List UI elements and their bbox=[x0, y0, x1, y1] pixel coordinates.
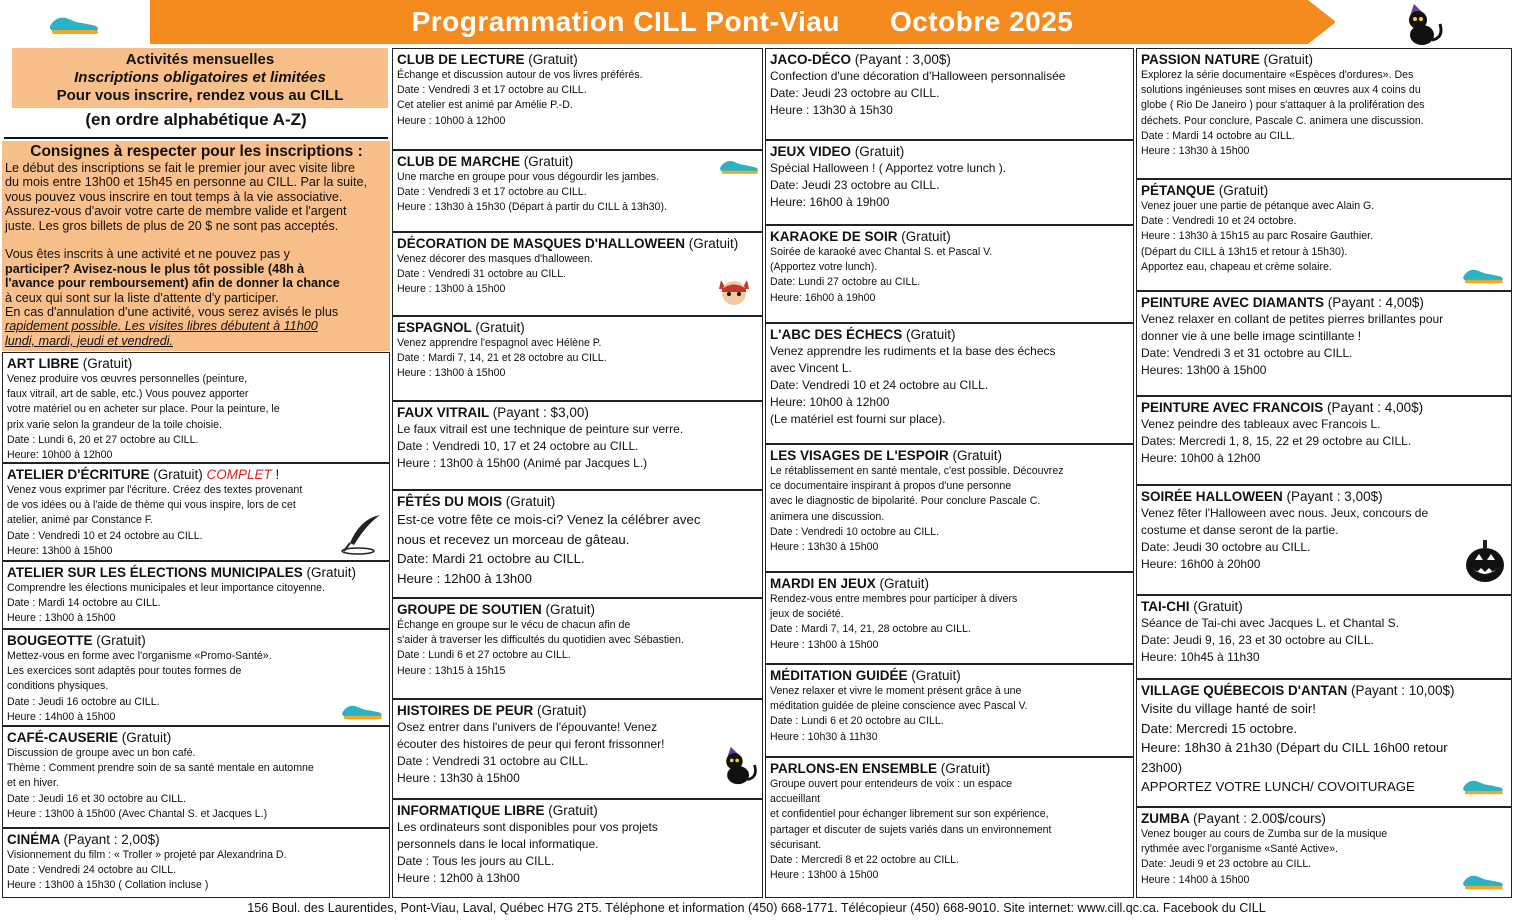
activity-fetes-du-mois bbox=[392, 490, 763, 598]
running-shoe-icon bbox=[1460, 870, 1506, 892]
activity-name: ATELIER D'ÉCRITURE bbox=[7, 467, 150, 482]
activity-title bbox=[7, 355, 385, 372]
activity-detail-line: Date : Tous les jours au CILL. bbox=[397, 854, 555, 868]
activity-name: JACO-DÉCO bbox=[770, 52, 852, 67]
header-line1: Activités mensuelles bbox=[125, 51, 275, 68]
activity-detail-line: Heure: 16h00 à 20h00 bbox=[1141, 557, 1261, 571]
activity-price: (Gratuit) bbox=[121, 730, 172, 745]
activity-name: LES VISAGES DE L'ESPOIR bbox=[770, 448, 949, 463]
activity-detail-line: Date : Vendredi 10 et 24 octobre. bbox=[1141, 215, 1297, 228]
activity-detail-line: Groupe ouvert pour entendeurs de voix : un espace bbox=[770, 778, 1013, 790]
activity-title bbox=[1141, 810, 1507, 827]
activity-peinture-francois bbox=[1136, 396, 1512, 485]
activity-name: HISTOIRES DE PEUR bbox=[397, 703, 534, 718]
activity-detail-line: Date : Mardi 7, 14, 21, 28 octobre au CILL. bbox=[770, 623, 971, 636]
activity-price: (Gratuit) bbox=[475, 320, 525, 335]
activity-detail-line: Heure: 10h00 à 12h00 bbox=[770, 395, 890, 409]
activity-price: (Payant : 2.00$/cours) bbox=[1193, 811, 1326, 826]
activity-price: (Gratuit) bbox=[528, 52, 578, 67]
black-cat-icon bbox=[1400, 2, 1446, 46]
activity-price: (Gratuit) bbox=[879, 576, 930, 591]
activity-detail-line: Date : Lundi 6 et 20 octobre au CILL. bbox=[770, 715, 944, 728]
activity-price: (Gratuit) bbox=[545, 602, 596, 617]
activity-detail-line: Explorez la série documentaire «Espèces d'ordures». Des bbox=[1141, 69, 1414, 81]
activity-detail-line: Date: Mercredi 15 octobre. bbox=[1141, 720, 1298, 736]
activity-informatique-libre bbox=[392, 799, 763, 898]
activity-detail-line: jeux de société. bbox=[770, 608, 844, 621]
activity-title bbox=[7, 564, 385, 581]
activity-name: SOIRÉE HALLOWEEN bbox=[1141, 489, 1283, 504]
activity-name: BOUGEOTTE bbox=[7, 633, 93, 648]
activity-detail-line: Comprendre les élections municipales et leur importance citoyenne. bbox=[7, 582, 325, 594]
activity-detail-line: Heure: 10h00 à 12h00 bbox=[7, 449, 113, 462]
activity-faux-vitrail bbox=[392, 401, 763, 490]
activity-title bbox=[397, 493, 758, 510]
activity-detail-line: globe ( Rio De Janeiro ) pour s'attaquer à la prolifération des bbox=[1141, 99, 1425, 112]
activity-detail-line: personnels dans le local informatique. bbox=[397, 837, 599, 851]
activity-detail-line: Date : Vendredi 10, 17 et 24 octobre au CILL. bbox=[397, 439, 639, 453]
activity-detail-line: s'aider à traverser les difficultés du quotidien avec Sébastien. bbox=[397, 634, 684, 647]
activity-title bbox=[770, 575, 1129, 592]
activity-title bbox=[7, 831, 385, 848]
activity-title bbox=[397, 601, 758, 618]
activity-detail-line: Une marche en groupe pour vous dégourdir les jambes. bbox=[397, 171, 660, 183]
running-shoe-icon bbox=[717, 156, 761, 176]
activity-title bbox=[7, 466, 385, 483]
activity-price: (Gratuit) bbox=[306, 565, 357, 580]
activity-detail-line: Heure : 13h30 à 15h00 bbox=[1141, 145, 1250, 158]
activity-detail-line: Est-ce votre fête ce mois-ci? Venez la célébrer avec bbox=[397, 512, 701, 527]
activity-price: (Gratuit) bbox=[523, 154, 574, 169]
activity-detail-line: Heure : 13h00 à 15h00 (Animé par Jacques L.) bbox=[397, 456, 648, 470]
activity-name: FAUX VITRAIL bbox=[397, 405, 490, 420]
activity-name: ZUMBA bbox=[1141, 811, 1190, 826]
activity-detail-line: avec Vincent L. bbox=[770, 361, 852, 375]
activity-price: (Payant : 4,00$) bbox=[1327, 295, 1424, 310]
activity-detail-line: déchets. Pour conclure, Pascale C. animera une discussion. bbox=[1141, 114, 1424, 127]
activity-detail-line: Rendez-vous entre membres pour participer à divers bbox=[770, 593, 1018, 605]
activity-detail-line: écouter des histoires de peur qui feront frissonner! bbox=[397, 737, 665, 751]
activity-soiree-halloween bbox=[1136, 485, 1512, 595]
running-shoe-icon bbox=[339, 700, 385, 722]
activity-name: CLUB DE MARCHE bbox=[397, 154, 520, 169]
activity-village-quebecois bbox=[1136, 679, 1512, 807]
activity-name: JEUX VIDEO bbox=[770, 144, 852, 159]
activity-title bbox=[770, 143, 1129, 160]
activity-name: PASSION NATURE bbox=[1141, 52, 1260, 67]
activity-detail-line: Le faux vitrail est une technique de peinture sur verre. bbox=[397, 422, 684, 436]
activity-detail-line: Confection d'une décoration d'Halloween personnalisée bbox=[770, 69, 1066, 83]
activity-title bbox=[770, 326, 1129, 343]
rules-line: En cas d'annulation d'une activité, vous serez avisés le plus bbox=[5, 305, 339, 320]
activity-price: (Gratuit) bbox=[505, 494, 556, 509]
header-line2: Inscriptions obligatoires et limitées bbox=[74, 69, 326, 86]
activity-detail-line: Heure : 12h00 à 13h00 bbox=[397, 871, 520, 885]
activity-passion-nature bbox=[1136, 48, 1512, 179]
activity-detail-line: Heure : 13h00 à 15h00 bbox=[7, 612, 116, 625]
rules-title: Consignes à respecter pour les inscriptions : bbox=[30, 143, 363, 160]
activity-atelier-ecriture bbox=[2, 463, 390, 561]
activity-detail-line: partager et discuter de sujets variés dans un environnement bbox=[770, 823, 1052, 836]
activity-detail-line: Heure : 13h00 à 15h30 ( Collation incluse ) bbox=[7, 879, 209, 892]
activity-detail-line: Date : Mardi 14 octobre au CILL. bbox=[7, 597, 161, 610]
activity-detail-line: costume et danse seront de la partie. bbox=[1141, 523, 1339, 537]
rules-line: à ceux qui sont sur la liste d'attente d'y participer. bbox=[5, 290, 279, 305]
activity-detail-line: Heure: 10h45 à 11h30 bbox=[1141, 650, 1260, 664]
activity-title bbox=[397, 802, 758, 819]
activity-detail-line: (Apportez votre lunch). bbox=[770, 261, 878, 274]
activity-detail-line: Heure : 13h00 à 15h00 bbox=[397, 367, 506, 380]
activity-masques-halloween bbox=[392, 232, 763, 316]
activity-title bbox=[397, 235, 758, 252]
running-shoe-icon bbox=[1460, 775, 1506, 797]
activity-detail-line: Heure : 14h00 à 15h00 bbox=[7, 710, 116, 723]
exclamation: ! bbox=[271, 467, 280, 482]
activity-title bbox=[770, 228, 1129, 245]
activity-detail-line: Date: Vendredi 10 et 24 octobre au CILL. bbox=[770, 378, 989, 392]
rules-line: Le début des inscriptions se fait le premier jour avec visite libre bbox=[5, 161, 355, 175]
activity-mardi-en-jeux bbox=[765, 572, 1134, 664]
rules-line: juste. Les gros billets de plus de 20 $ ne sont pas acceptés. bbox=[5, 218, 339, 233]
activity-detail-line: (Départ du CILL à 13h15 et retour à 15h30). bbox=[1141, 245, 1348, 258]
activity-detail-line: Date : Vendredi 3 et 17 octobre au CILL. bbox=[397, 186, 587, 199]
header-line3: Pour vous inscrire, rendez vous au CILL bbox=[56, 87, 344, 104]
activity-detail-line: Visionnement du film : « Troller » projeté par Alexandrina D. bbox=[7, 849, 287, 861]
activity-detail-line: Heure : 10h00 à 12h00 bbox=[397, 114, 506, 127]
activity-name: L'ABC DES ÉCHECS bbox=[770, 327, 903, 342]
activity-detail-line: Venez décorer des masques d'halloween. bbox=[397, 253, 593, 265]
activity-detail-line: Venez fêter l'Halloween avec nous. Jeux, concours de bbox=[1141, 506, 1429, 520]
activity-detail-line: Séance de Tai-chi avec Jacques L. et Chantal S. bbox=[1141, 616, 1399, 630]
activity-price: (Gratuit) bbox=[952, 448, 1003, 463]
rules-line: lundi, mardi, jeudi et vendredi. bbox=[5, 333, 174, 348]
activity-title bbox=[397, 702, 758, 719]
activity-detail-line: APPORTEZ VOTRE LUNCH/ COVOITURAGE bbox=[1141, 779, 1415, 794]
activity-detail-line: avec le diagnostic de bipolarité. Pour conclure Pascale C. bbox=[770, 495, 1041, 508]
activity-detail-line: Date : Vendredi 10 et 24 octobre au CILL. bbox=[7, 529, 203, 542]
activity-club-marche bbox=[392, 150, 763, 232]
activity-karaoke bbox=[765, 225, 1134, 323]
activity-detail-line: nous et recevez un morceau de gâteau. bbox=[397, 531, 630, 547]
activity-detail-line: Date : Mercredi 8 et 22 octobre au CILL. bbox=[770, 854, 960, 867]
activity-title bbox=[770, 51, 1129, 68]
activity-name: ESPAGNOL bbox=[397, 320, 472, 335]
activity-detail-line: Date : Lundi 6, 20 et 27 octobre au CILL. bbox=[7, 433, 199, 446]
activity-detail-line: Heures: 13h00 à 15h00 bbox=[1141, 363, 1267, 377]
activity-name: INFORMATIQUE LIBRE bbox=[397, 803, 545, 818]
activity-name: MÉDITATION GUIDÉE bbox=[770, 668, 908, 683]
activity-detail-line: faux vitrail, art de sable, etc.) Vous pouvez apporter bbox=[7, 388, 249, 401]
quill-icon bbox=[336, 513, 386, 555]
activity-price: (Payant : 4,00$) bbox=[1327, 400, 1424, 415]
activity-name: PEINTURE AVEC DIAMANTS bbox=[1141, 295, 1325, 310]
activity-detail-line: Date : Vendredi 10 octobre au CILL. bbox=[770, 525, 940, 538]
activity-title bbox=[397, 153, 758, 170]
running-shoe-icon bbox=[1460, 264, 1506, 286]
activity-name: PARLONS-EN ENSEMBLE bbox=[770, 761, 938, 776]
activity-parlons-en-ensemble bbox=[765, 757, 1134, 898]
rules-line: participer? Avisez-nous le plus tôt possible (48h à bbox=[5, 261, 305, 276]
activity-title bbox=[1141, 399, 1507, 416]
activity-detail-line: conditions physiques. bbox=[7, 680, 109, 693]
activity-title bbox=[1141, 294, 1507, 311]
activity-detail-line: Date : Mardi 7, 14, 21 et 28 octobre au CILL. bbox=[397, 352, 607, 365]
activity-detail-line: Date: Jeudi 23 octobre au CILL. bbox=[770, 178, 940, 192]
activity-detail-line: Venez relaxer en collant de petites pierres brillantes pour bbox=[1141, 312, 1444, 326]
column-1 bbox=[2, 46, 390, 900]
activity-detail-line: Venez jouer une partie de pétanque avec Alain G. bbox=[1141, 200, 1375, 212]
activity-detail-line: Heure : 13h00 à 15h00 bbox=[397, 283, 506, 296]
activity-bougeotte bbox=[2, 629, 390, 726]
activity-art-libre bbox=[2, 352, 390, 463]
activity-price: (Gratuit) bbox=[82, 356, 133, 371]
activity-histoires-peur bbox=[392, 699, 763, 799]
activity-detail-line: ce documentaire inspirant à propos d'une personne bbox=[770, 480, 1012, 493]
alphabetical-note: (en ordre alphabétique A-Z) bbox=[85, 110, 307, 129]
activity-cafe-causerie bbox=[2, 726, 390, 828]
activity-detail-line: Spécial Halloween ! ( Apportez votre lunch ). bbox=[770, 161, 1007, 175]
activity-detail-line: et confidentiel pour échanger librement sur son expérience, bbox=[770, 808, 1049, 821]
column-4 bbox=[1136, 46, 1512, 900]
activity-detail-line: Thème : Comment prendre soin de sa santé mentale en automne bbox=[7, 762, 314, 775]
activity-price: (Gratuit) bbox=[153, 467, 203, 482]
activity-detail-line: Heure : 13h30 à 15h30 bbox=[770, 103, 893, 117]
activity-zumba bbox=[1136, 807, 1512, 898]
activity-detail-line: Date: Jeudi 9, 16, 23 et 30 octobre au CILL. bbox=[1141, 633, 1374, 647]
activity-detail-line: Date : Vendredi 31 octobre au CILL. bbox=[397, 268, 567, 281]
activity-detail-line: Heure: 10h00 à 12h00 bbox=[1141, 451, 1261, 465]
activity-detail-line: Heure: 13h00 à 15h00 bbox=[7, 544, 113, 557]
activity-price: (Payant : 3,00$) bbox=[854, 52, 951, 67]
activity-name: DÉCORATION DE MASQUES D'HALLOWEEN bbox=[397, 236, 685, 251]
activity-jeux-video bbox=[765, 140, 1134, 225]
activity-name: VILLAGE QUÉBECOIS D'ANTAN bbox=[1141, 683, 1348, 698]
activity-name: PÉTANQUE bbox=[1141, 183, 1216, 198]
activity-detail-line: Venez apprendre les rudiments et la base des échecs bbox=[770, 344, 1056, 358]
activity-detail-line: animera une discussion. bbox=[770, 510, 885, 523]
activity-title bbox=[770, 447, 1129, 464]
rules-line: l'avance pour remboursement) afin de donner la chance bbox=[5, 276, 340, 291]
activity-detail-line: accueillant bbox=[770, 793, 821, 806]
activity-title bbox=[770, 667, 1129, 684]
activity-title bbox=[397, 319, 758, 336]
jack-o-lantern-icon bbox=[1464, 538, 1506, 584]
activity-title bbox=[397, 51, 758, 68]
activity-detail-line: et en hiver. bbox=[7, 777, 59, 790]
column-2 bbox=[392, 46, 763, 900]
rules-line bbox=[5, 233, 388, 247]
activity-price: (Gratuit) bbox=[548, 803, 598, 818]
activity-detail-line: Les ordinateurs sont disponibles pour vos projets bbox=[397, 820, 658, 834]
activity-detail-line: Soirée de karaoké avec Chantal S. et Pascal V. bbox=[770, 246, 993, 258]
activity-price: (Gratuit) bbox=[901, 229, 951, 244]
activity-title bbox=[1141, 51, 1507, 68]
rules-line: Assurez-vous d'avoir votre carte de membre valide et l'argent bbox=[5, 204, 347, 219]
activity-title bbox=[7, 729, 385, 746]
activity-detail-line: (Le matériel est fourni sur place). bbox=[770, 412, 946, 426]
activity-detail-line: Date : Mardi 14 octobre au CILL. bbox=[1141, 129, 1295, 142]
activity-detail-line: prix varie selon la grandeur de la toile choisie. bbox=[7, 418, 222, 431]
activity-name: KARAOKE DE SOIR bbox=[770, 229, 898, 244]
activity-detail-line: Cet atelier est animé par Amélie P.-D. bbox=[397, 99, 573, 112]
activity-detail-line: Date: Jeudi 23 octobre au CILL. bbox=[770, 86, 940, 100]
activity-detail-line: Heure : 12h00 à 13h00 bbox=[397, 570, 532, 586]
page-title: Programmation CILL Pont-Viau bbox=[411, 6, 840, 37]
devil-mask-icon bbox=[717, 276, 751, 306]
rules-line: vous pouvez vous inscrire en tout temps à la vie associative. bbox=[5, 189, 343, 204]
activity-price: (Payant : 3,00$) bbox=[1286, 489, 1383, 504]
activity-detail-line: Date : Jeudi 16 octobre au CILL. bbox=[7, 695, 160, 708]
activity-detail-line: Heure : 10h30 à 11h30 bbox=[770, 730, 878, 743]
activity-price: (Gratuit) bbox=[854, 144, 905, 159]
activity-detail-line: Date: Jeudi 9 et 23 octobre au CILL. bbox=[1141, 858, 1312, 871]
activity-name: CLUB DE LECTURE bbox=[397, 52, 525, 67]
activity-detail-line: Date : Lundi 6 et 27 octobre au CILL. bbox=[397, 649, 571, 662]
activity-detail-line: Heure : 13h30 à 15h30 (Départ à partir du CILL à 13h30). bbox=[397, 201, 667, 214]
complet-badge: COMPLET bbox=[206, 467, 272, 482]
activity-elections-municipales bbox=[2, 561, 390, 629]
rules-line: du mois entre 13h00 et 15h45 en personne au CILL. Par la suite, bbox=[5, 175, 367, 190]
activity-detail-line: Dates: Mercredi 1, 8, 15, 22 et 29 octobre au CILL. bbox=[1141, 434, 1412, 448]
activity-price: (Gratuit) bbox=[688, 236, 739, 251]
activity-club-lecture bbox=[392, 48, 763, 150]
activity-detail-line: Visite du village hanté de soir! bbox=[1141, 701, 1316, 716]
activity-detail-line: atelier, animé par Constance F. bbox=[7, 514, 154, 527]
activity-detail-line: Heure : 13h15 à 15h15 bbox=[397, 664, 506, 677]
activity-cinema bbox=[2, 828, 390, 898]
activity-detail-line: Heure: 16h00 à 19h00 bbox=[770, 195, 890, 209]
rules-line: rapidement possible. Les visites libres débutent à 11h00 bbox=[5, 319, 318, 334]
activity-price: (Gratuit) bbox=[537, 703, 587, 718]
activity-detail-line: Heure : 14h00 à 15h00 bbox=[1141, 873, 1250, 886]
activity-detail-line: Heure : 13h30 à 15h00 bbox=[397, 771, 520, 785]
activity-price: (Gratuit) bbox=[906, 327, 956, 342]
activity-detail-line: Venez produire vos œuvres personnelles (peinture, bbox=[7, 373, 248, 385]
activity-detail-line: Heure : 13h30 à 15h15 au parc Rosaire Gauthier. bbox=[1141, 230, 1374, 243]
activity-detail-line: Date: Lundi 27 octobre au CILL. bbox=[770, 276, 921, 289]
activity-detail-line: Date : Vendredi 3 et 17 octobre au CILL. bbox=[397, 84, 587, 97]
activity-detail-line: Venez relaxer et vivre le moment présent grâce à une bbox=[770, 685, 1022, 697]
activity-detail-line: Date: Mardi 21 octobre au CILL. bbox=[397, 551, 585, 566]
activity-title bbox=[1141, 488, 1507, 505]
monthly-activities-header bbox=[12, 48, 388, 108]
page-month: Octobre 2025 bbox=[889, 6, 1074, 37]
activity-name: FÊTÉS DU MOIS bbox=[397, 494, 503, 509]
activity-peinture-diamants bbox=[1136, 291, 1512, 396]
activity-price: (Gratuit) bbox=[940, 761, 991, 776]
activity-detail-line: Échange en groupe sur le vécu de chacun afin de bbox=[397, 619, 631, 631]
activity-detail-line: Date: Vendredi 3 et 31 octobre au CILL. bbox=[1141, 346, 1353, 360]
activity-detail-line: de vos idées ou à l'aide de thème qui vous inspire, lors de cet bbox=[7, 499, 296, 512]
activity-title bbox=[7, 632, 385, 649]
divider bbox=[4, 137, 388, 139]
activity-detail-line: Date : Vendredi 24 octobre au CILL. bbox=[7, 864, 177, 877]
footer-contact: 156 Boul. des Laurentides, Pont-Viau, Laval, Québec H7G 2T5. Téléphone et information (450) 668-1771. Télécopieur (450) 668-9010. Site internet: www.cill.qc.ca. Facebook du CILL bbox=[247, 901, 1266, 915]
activity-detail-line: Mettez-vous en forme avec l'organisme «Promo-Santé». bbox=[7, 650, 272, 662]
activity-price: (Payant : 10,00$) bbox=[1350, 683, 1455, 698]
activity-tai-chi bbox=[1136, 595, 1512, 679]
activity-price: (Gratuit) bbox=[1193, 599, 1243, 614]
rules-line: Vous êtes inscrits à une activité et ne pouvez pas y bbox=[5, 247, 290, 262]
activity-groupe-soutien bbox=[392, 598, 763, 699]
activity-detail-line: Date : Jeudi 16 et 30 octobre au CILL. bbox=[7, 792, 187, 805]
black-cat-icon bbox=[718, 744, 760, 786]
activity-price: (Gratuit) bbox=[96, 633, 146, 648]
activity-price: (Gratuit) bbox=[1263, 52, 1314, 67]
activity-detail-line: Heure : 13h30 à 15h00 bbox=[770, 541, 879, 554]
activity-name: CAFÉ-CAUSERIE bbox=[7, 730, 119, 745]
activity-price: (Payant : 2,00$) bbox=[63, 832, 160, 847]
activity-detail-line: Venez vous exprimer par l'écriture. Créez des textes provenant bbox=[7, 484, 303, 496]
activity-detail-line: Date: Jeudi 30 octobre au CILL. bbox=[1141, 540, 1311, 554]
activity-name: TAI-CHI bbox=[1141, 599, 1190, 614]
activity-name: ATELIER SUR LES ÉLECTIONS MUNICIPALES bbox=[7, 565, 303, 580]
activity-name: ART LIBRE bbox=[7, 356, 79, 371]
activity-detail-line: Apportez eau, chapeau et crème solaire. bbox=[1141, 260, 1332, 273]
activity-detail-line: sécurisant. bbox=[770, 838, 822, 851]
activity-detail-line: méditation guidée de pleine conscience avec Pascal V. bbox=[770, 700, 1028, 713]
activity-name: CINÉMA bbox=[7, 832, 60, 847]
activity-espagnol bbox=[392, 316, 763, 401]
registration-rules bbox=[2, 141, 390, 351]
activity-title bbox=[1141, 682, 1507, 699]
activity-detail-line: Heure : 13h00 à 15h00 bbox=[770, 869, 879, 882]
activity-detail-line: 23h00) bbox=[1141, 759, 1183, 775]
activity-name: PEINTURE AVEC FRANCOIS bbox=[1141, 400, 1324, 415]
activity-echecs bbox=[765, 323, 1134, 444]
activity-detail-line: Heure : 13h00 à 15h00 (Avec Chantal S. et Jacques L.) bbox=[7, 807, 268, 820]
activity-price: (Payant : $3,00) bbox=[492, 405, 589, 420]
activity-detail-line: donner vie à une belle image scintillante ! bbox=[1141, 329, 1362, 343]
activity-detail-line: Date : Vendredi 31 octobre au CILL. bbox=[397, 754, 589, 768]
activity-detail-line: Venez apprendre l'espagnol avec Hélène P. bbox=[397, 337, 602, 349]
activity-jaco-deco bbox=[765, 48, 1134, 140]
activity-detail-line: rythmée avec l'organisme «Santé Active». bbox=[1141, 843, 1338, 856]
activity-visages-espoir bbox=[765, 444, 1134, 572]
activity-detail-line: Osez entrer dans l'univers de l'épouvante! Venez bbox=[397, 720, 658, 734]
activity-detail-line: Le rétablissement en santé mentale, c'est possible. Découvrez bbox=[770, 465, 1064, 477]
activity-title bbox=[1141, 182, 1507, 199]
activity-title bbox=[397, 404, 758, 421]
activity-detail-line: Heure: 16h00 à 19h00 bbox=[770, 291, 876, 304]
activity-detail-line: Échange et discussion autour de vos livres préférés. bbox=[397, 69, 643, 81]
activity-price: (Gratuit) bbox=[1218, 183, 1269, 198]
activity-detail-line: Venez peindre des tableaux avec Francois L. bbox=[1141, 417, 1381, 431]
activity-name: MARDI EN JEUX bbox=[770, 576, 876, 591]
activity-detail-line: solutions ingénieuses sont mises en œuvres aux 4 coins du bbox=[1141, 84, 1421, 97]
page-banner bbox=[150, 0, 1335, 44]
activity-title bbox=[1141, 598, 1507, 615]
activity-detail-line: votre matériel ou en acheter sur place. Pour la peinture, le bbox=[7, 403, 280, 416]
activity-meditation-guidee bbox=[765, 664, 1134, 757]
activity-price: (Gratuit) bbox=[911, 668, 961, 683]
activity-detail-line: Discussion de groupe avec un bon café. bbox=[7, 747, 196, 759]
activity-detail-line: Les exercices sont adaptés pour toutes formes de bbox=[7, 665, 242, 678]
activity-detail-line: Heure: 18h30 à 21h30 (Départ du CILL 16h00 retour bbox=[1141, 740, 1448, 755]
activity-title bbox=[770, 760, 1129, 777]
activity-name: GROUPE DE SOUTIEN bbox=[397, 602, 542, 617]
activity-detail-line: Venez bouger au cours de Zumba sur de la musique bbox=[1141, 828, 1388, 840]
running-shoe-icon bbox=[46, 12, 102, 36]
activity-detail-line: Heure : 13h00 à 15h00 bbox=[770, 638, 879, 651]
activity-petanque bbox=[1136, 179, 1512, 291]
column-3 bbox=[765, 46, 1134, 900]
